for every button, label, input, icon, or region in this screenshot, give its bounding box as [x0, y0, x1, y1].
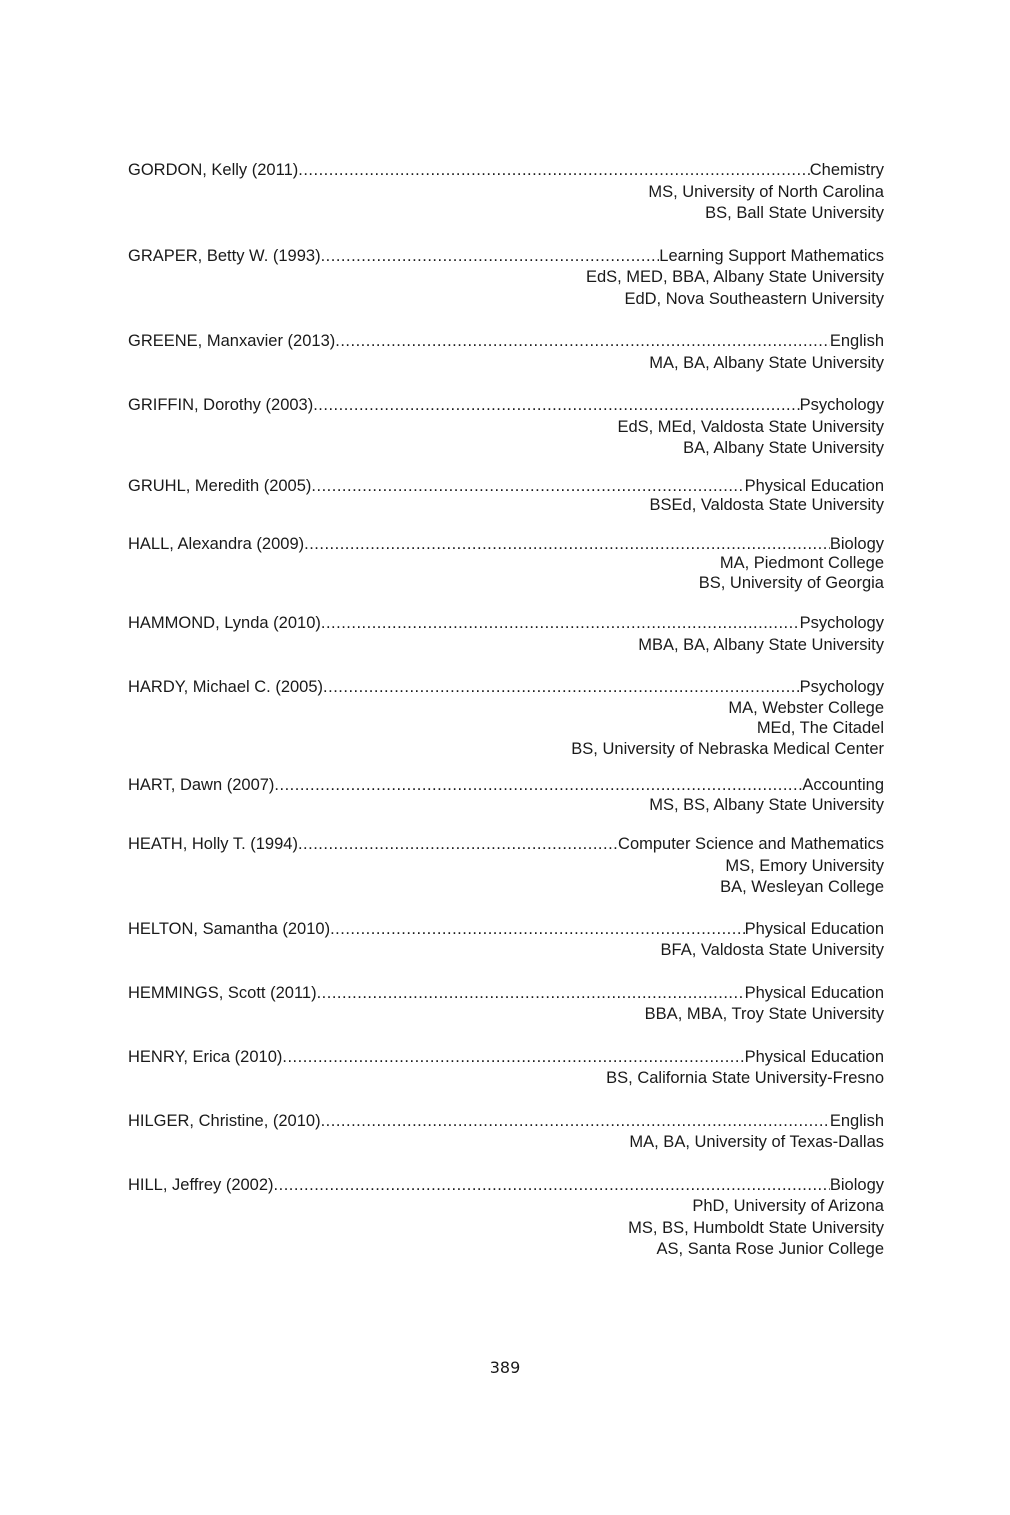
dot-leader: [330, 919, 745, 941]
dot-leader: [321, 1111, 830, 1133]
dot-leader: [274, 1175, 830, 1197]
degree-line: EdS, MEd, Valdosta State University: [617, 417, 884, 436]
department: Accounting: [802, 776, 884, 794]
dot-leader: [313, 395, 799, 417]
entry-heading: [128, 160, 884, 182]
department: Biology: [829, 1175, 884, 1194]
degree-line: AS, Santa Rose Junior College: [656, 1240, 884, 1258]
department: Physical Education: [744, 476, 884, 495]
faculty-name: HENRY, Erica (2010): [128, 1047, 283, 1066]
entry-heading: [128, 1111, 884, 1133]
faculty-name: HARDY, Michael C. (2005): [128, 678, 324, 696]
entry-heading: [128, 834, 884, 856]
faculty-name: HAMMOND, Lynda (2010): [128, 614, 321, 632]
faculty-entry: [128, 776, 884, 815]
entry-heading: [128, 477, 884, 497]
entry-heading: [128, 535, 884, 555]
degree-line: BS, California State University-Fresno: [606, 1069, 884, 1087]
dot-leader: [304, 535, 830, 555]
degree-line: MA, BA, University of Texas-Dallas: [629, 1133, 884, 1151]
faculty-entry: [128, 1111, 884, 1154]
degree-line: PhD, University of Arizona: [692, 1197, 884, 1215]
department: Physical Education: [744, 919, 884, 938]
faculty-name: HEATH, Holly T. (1994): [128, 835, 298, 853]
department: English: [829, 1111, 884, 1130]
department: Psychology: [799, 678, 884, 696]
entry-heading: [128, 677, 884, 698]
dot-leader: [274, 776, 802, 796]
dot-leader: [298, 834, 618, 856]
degree-line: MA, Webster College: [728, 698, 884, 717]
faculty-entry: [128, 395, 884, 460]
entry-heading: [128, 919, 884, 941]
entry-heading: [128, 1047, 884, 1069]
page-number: 389: [489, 1358, 521, 1377]
faculty-name: GRIFFIN, Dorothy (2003): [128, 396, 314, 414]
department: Psychology: [799, 614, 884, 632]
faculty-entry: [128, 246, 884, 311]
faculty-entry: [128, 834, 884, 899]
degree-line: EdD, Nova Southeastern University: [624, 289, 884, 308]
faculty-name: HEMMINGS, Scott (2011): [128, 983, 317, 1002]
degree-line: BS, University of Georgia: [698, 573, 884, 592]
degree-line: MEd, The Citadel: [756, 719, 884, 737]
faculty-entry: [128, 477, 884, 516]
degree-line: BA, Albany State University: [683, 439, 884, 457]
department: Psychology: [799, 396, 884, 414]
faculty-entry: [128, 613, 884, 656]
dot-leader: [282, 1047, 744, 1069]
dot-leader: [311, 477, 744, 497]
entry-heading: [128, 331, 884, 353]
department: Learning Support Mathematics: [659, 246, 884, 265]
faculty-name: HILGER, Christine, (2010): [128, 1111, 321, 1130]
degree-line: BFA, Valdosta State University: [660, 941, 884, 959]
degree-line: MA, BA, Albany State University: [649, 353, 884, 372]
faculty-name: GREENE, Manxavier (2013): [128, 332, 336, 350]
entry-heading: [128, 395, 884, 417]
faculty-name: GRUHL, Meredith (2005): [128, 476, 312, 495]
faculty-name: GRAPER, Betty W. (1993): [128, 246, 321, 265]
department: Physical Education: [744, 1047, 884, 1066]
degree-line: MS, BS, Humboldt State University: [628, 1218, 884, 1237]
dot-leader: [323, 677, 800, 698]
dot-leader: [321, 613, 800, 635]
faculty-entry: [128, 331, 884, 374]
degree-line: MA, Piedmont College: [719, 554, 884, 572]
department: English: [829, 332, 884, 350]
degree-line: BS, University of Nebraska Medical Center: [571, 739, 884, 758]
degree-line: BA, Wesleyan College: [720, 878, 884, 896]
faculty-entry: [128, 160, 884, 225]
department: Biology: [829, 534, 884, 553]
department: Physical Education: [744, 983, 884, 1002]
degree-line: BBA, MBA, Troy State University: [644, 1005, 884, 1023]
department: Computer Science and Mathematics: [618, 835, 884, 853]
faculty-entry: [128, 1047, 884, 1090]
faculty-list: [128, 160, 884, 1261]
faculty-name: HART, Dawn (2007): [128, 776, 275, 794]
dot-leader: [321, 246, 660, 268]
faculty-name: GORDON, Kelly (2011): [128, 161, 299, 179]
dot-leader: [298, 160, 809, 182]
degree-line: MBA, BA, Albany State University: [638, 635, 884, 654]
dot-leader: [317, 983, 745, 1005]
degree-line: EdS, MED, BBA, Albany State University: [585, 268, 884, 286]
department: Chemistry: [809, 161, 884, 179]
dot-leader: [335, 331, 830, 353]
degree-line: BS, Ball State University: [705, 204, 884, 222]
faculty-entry: [128, 677, 884, 759]
faculty-entry: [128, 983, 884, 1026]
degree-line: MS, University of North Carolina: [648, 182, 884, 201]
entry-heading: [128, 1175, 884, 1197]
entry-heading: [128, 983, 884, 1005]
faculty-entry: [128, 1175, 884, 1261]
degree-line: BSEd, Valdosta State University: [649, 496, 884, 514]
faculty-name: HILL, Jeffrey (2002): [128, 1175, 274, 1194]
degree-line: MS, BS, Albany State University: [649, 795, 884, 814]
entry-heading: [128, 613, 884, 635]
entry-heading: [128, 246, 884, 268]
faculty-entry: [128, 535, 884, 594]
faculty-name: HELTON, Samantha (2010): [128, 919, 331, 938]
faculty-name: HALL, Alexandra (2009): [128, 534, 305, 553]
degree-line: MS, Emory University: [725, 856, 884, 875]
entry-heading: [128, 776, 884, 796]
faculty-entry: [128, 919, 884, 962]
